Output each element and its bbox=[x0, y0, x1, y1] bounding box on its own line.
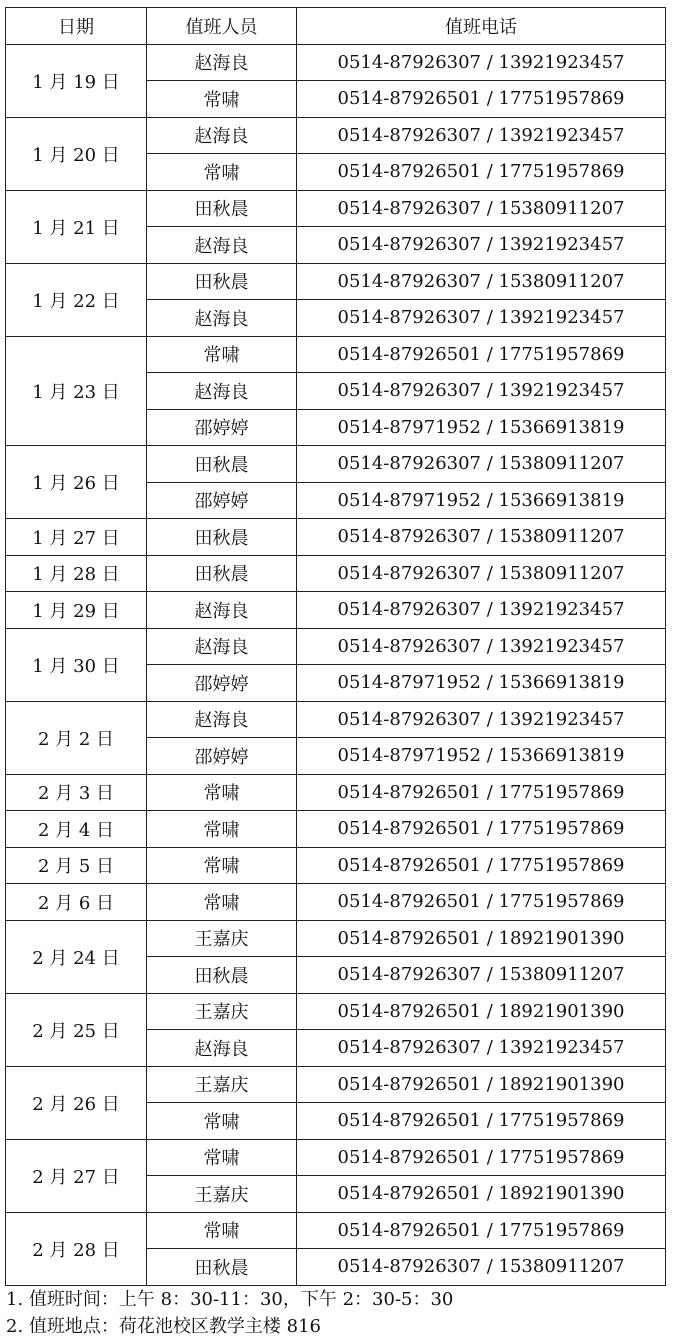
person-cell: 赵海良 bbox=[147, 628, 297, 665]
table-row bbox=[6, 1212, 666, 1249]
person-cell: 赵海良 bbox=[147, 592, 297, 629]
date-cell: 1 月 19 日 bbox=[6, 44, 147, 117]
date-cell: 2 月 3 日 bbox=[6, 774, 147, 811]
phone-cell: 0514-87926501 / 18921901390 bbox=[297, 1176, 666, 1213]
person-cell: 常啸 bbox=[147, 154, 297, 191]
person-cell: 王嘉庆 bbox=[147, 993, 297, 1030]
note-duty-location: 2. 值班地点：荷花池校区教学主楼 816 bbox=[6, 1316, 321, 1337]
phone-cell: 0514-87926501 / 17751957869 bbox=[297, 154, 666, 191]
table-row bbox=[6, 555, 666, 592]
person-cell: 田秋晨 bbox=[147, 1249, 297, 1286]
person-cell: 赵海良 bbox=[147, 701, 297, 738]
note-duty-time: 1. 值班时间：上午 8：30-11：30，下午 2：30-5：30 bbox=[6, 1289, 454, 1310]
person-cell: 邵婷婷 bbox=[147, 482, 297, 519]
date-cell: 1 月 22 日 bbox=[6, 263, 147, 336]
table-row bbox=[6, 993, 666, 1030]
phone-cell: 0514-87926501 / 17751957869 bbox=[297, 1139, 666, 1176]
phone-cell: 0514-87926307 / 15380911207 bbox=[297, 263, 666, 300]
phone-cell: 0514-87926307 / 15380911207 bbox=[297, 1249, 666, 1286]
person-cell: 王嘉庆 bbox=[147, 1066, 297, 1103]
person-cell: 田秋晨 bbox=[147, 446, 297, 483]
phone-cell: 0514-87926307 / 13921923457 bbox=[297, 117, 666, 154]
phone-cell: 0514-87926307 / 15380911207 bbox=[297, 190, 666, 227]
table-row bbox=[6, 847, 666, 884]
person-cell: 邵婷婷 bbox=[147, 665, 297, 702]
date-cell: 1 月 26 日 bbox=[6, 446, 147, 519]
person-cell: 田秋晨 bbox=[147, 957, 297, 994]
person-cell: 赵海良 bbox=[147, 373, 297, 410]
phone-cell: 0514-87926501 / 17751957869 bbox=[297, 1212, 666, 1249]
date-cell: 2 月 25 日 bbox=[6, 993, 147, 1066]
table-row bbox=[6, 1066, 666, 1103]
person-cell: 常啸 bbox=[147, 81, 297, 118]
date-cell: 2 月 6 日 bbox=[6, 884, 147, 921]
table-row bbox=[6, 190, 666, 227]
phone-cell: 0514-87926501 / 17751957869 bbox=[297, 1103, 666, 1140]
date-cell: 2 月 5 日 bbox=[6, 847, 147, 884]
phone-cell: 0514-87926501 / 17751957869 bbox=[297, 336, 666, 373]
person-cell: 田秋晨 bbox=[147, 263, 297, 300]
person-cell: 常啸 bbox=[147, 336, 297, 373]
person-cell: 王嘉庆 bbox=[147, 920, 297, 957]
person-cell: 常啸 bbox=[147, 1139, 297, 1176]
table-row bbox=[6, 920, 666, 957]
person-cell: 常啸 bbox=[147, 884, 297, 921]
date-cell: 2 月 26 日 bbox=[6, 1066, 147, 1139]
duty-schedule-table bbox=[5, 7, 666, 1286]
date-cell: 2 月 2 日 bbox=[6, 701, 147, 774]
person-cell: 田秋晨 bbox=[147, 190, 297, 227]
phone-cell: 0514-87926501 / 18921901390 bbox=[297, 993, 666, 1030]
person-cell: 常啸 bbox=[147, 847, 297, 884]
phone-cell: 0514-87971952 / 15366913819 bbox=[297, 409, 666, 446]
person-cell: 邵婷婷 bbox=[147, 738, 297, 775]
person-cell: 常啸 bbox=[147, 1212, 297, 1249]
date-cell: 1 月 21 日 bbox=[6, 190, 147, 263]
date-cell: 2 月 27 日 bbox=[6, 1139, 147, 1212]
phone-cell: 0514-87926307 / 15380911207 bbox=[297, 446, 666, 483]
phone-cell: 0514-87971952 / 15366913819 bbox=[297, 482, 666, 519]
phone-cell: 0514-87926307 / 13921923457 bbox=[297, 1030, 666, 1067]
phone-cell: 0514-87926501 / 17751957869 bbox=[297, 884, 666, 921]
phone-cell: 0514-87926307 / 13921923457 bbox=[297, 373, 666, 410]
date-cell: 1 月 27 日 bbox=[6, 519, 147, 556]
table-body bbox=[6, 44, 666, 1285]
date-cell: 1 月 29 日 bbox=[6, 592, 147, 629]
phone-cell: 0514-87971952 / 15366913819 bbox=[297, 738, 666, 775]
phone-cell: 0514-87926307 / 15380911207 bbox=[297, 519, 666, 556]
person-cell: 赵海良 bbox=[147, 1030, 297, 1067]
header-person: 值班人员 bbox=[147, 8, 297, 45]
table-row bbox=[6, 1139, 666, 1176]
date-cell: 1 月 20 日 bbox=[6, 117, 147, 190]
person-cell: 常啸 bbox=[147, 774, 297, 811]
date-cell: 2 月 4 日 bbox=[6, 811, 147, 848]
date-cell: 1 月 28 日 bbox=[6, 555, 147, 592]
person-cell: 赵海良 bbox=[147, 44, 297, 81]
table-row bbox=[6, 592, 666, 629]
phone-cell: 0514-87926307 / 13921923457 bbox=[297, 701, 666, 738]
person-cell: 田秋晨 bbox=[147, 519, 297, 556]
notes bbox=[6, 1286, 666, 1340]
phone-cell: 0514-87926307 / 13921923457 bbox=[297, 592, 666, 629]
phone-cell: 0514-87926307 / 13921923457 bbox=[297, 44, 666, 81]
table-row bbox=[6, 117, 666, 154]
person-cell: 赵海良 bbox=[147, 117, 297, 154]
phone-cell: 0514-87971952 / 15366913819 bbox=[297, 665, 666, 702]
person-cell: 邵婷婷 bbox=[147, 409, 297, 446]
phone-cell: 0514-87926307 / 15380911207 bbox=[297, 555, 666, 592]
phone-cell: 0514-87926307 / 13921923457 bbox=[297, 300, 666, 337]
phone-cell: 0514-87926307 / 15380911207 bbox=[297, 957, 666, 994]
phone-cell: 0514-87926307 / 13921923457 bbox=[297, 227, 666, 264]
table-row bbox=[6, 774, 666, 811]
phone-cell: 0514-87926501 / 18921901390 bbox=[297, 1066, 666, 1103]
person-cell: 常啸 bbox=[147, 1103, 297, 1140]
person-cell: 田秋晨 bbox=[147, 555, 297, 592]
phone-cell: 0514-87926501 / 17751957869 bbox=[297, 774, 666, 811]
table-row bbox=[6, 884, 666, 921]
phone-cell: 0514-87926501 / 17751957869 bbox=[297, 81, 666, 118]
person-cell: 常啸 bbox=[147, 811, 297, 848]
header-phone: 值班电话 bbox=[297, 8, 666, 45]
phone-cell: 0514-87926501 / 18921901390 bbox=[297, 920, 666, 957]
date-cell: 1 月 23 日 bbox=[6, 336, 147, 446]
table-row bbox=[6, 44, 666, 81]
table-row bbox=[6, 519, 666, 556]
header-row bbox=[6, 8, 666, 45]
table-row bbox=[6, 336, 666, 373]
date-cell: 1 月 30 日 bbox=[6, 628, 147, 701]
date-cell: 2 月 24 日 bbox=[6, 920, 147, 993]
person-cell: 赵海良 bbox=[147, 300, 297, 337]
person-cell: 赵海良 bbox=[147, 227, 297, 264]
table-row bbox=[6, 263, 666, 300]
date-cell: 2 月 28 日 bbox=[6, 1212, 147, 1285]
table-row bbox=[6, 628, 666, 665]
phone-cell: 0514-87926501 / 17751957869 bbox=[297, 811, 666, 848]
phone-cell: 0514-87926307 / 13921923457 bbox=[297, 628, 666, 665]
person-cell: 王嘉庆 bbox=[147, 1176, 297, 1213]
table-row bbox=[6, 446, 666, 483]
table-row bbox=[6, 811, 666, 848]
header-date: 日期 bbox=[6, 8, 147, 45]
phone-cell: 0514-87926501 / 17751957869 bbox=[297, 847, 666, 884]
table-row bbox=[6, 701, 666, 738]
